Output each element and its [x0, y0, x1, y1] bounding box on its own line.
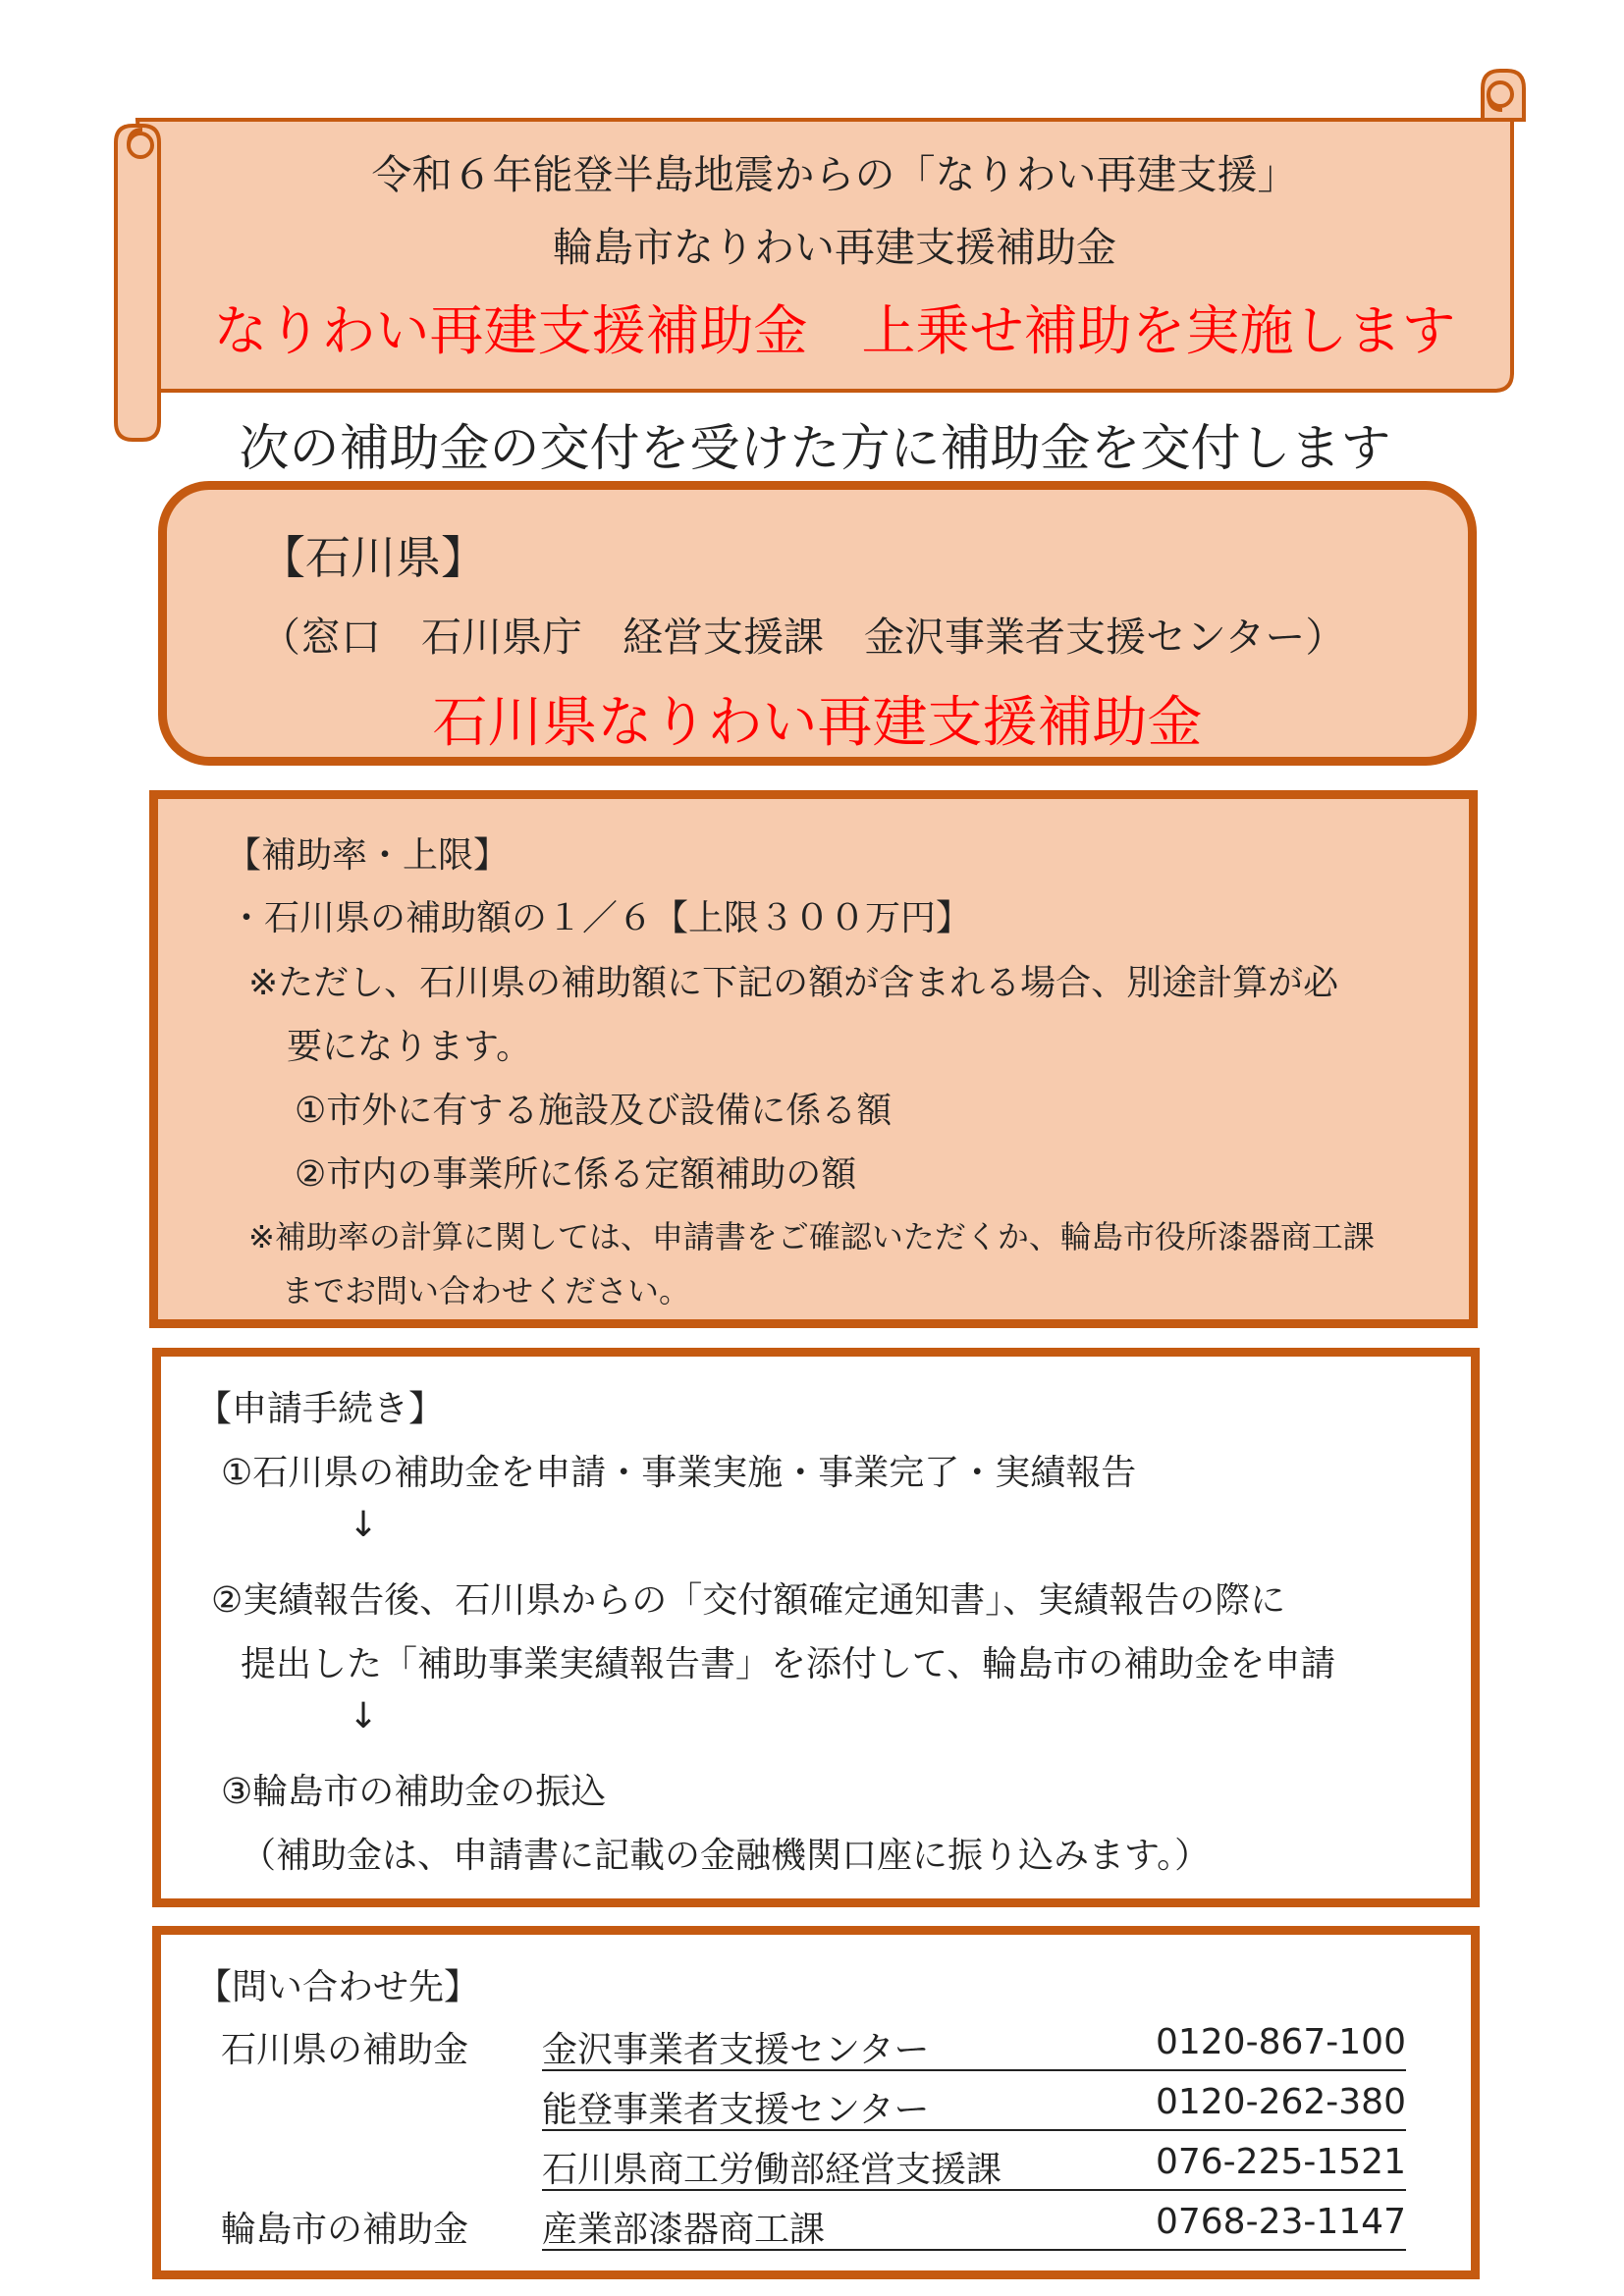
contact-group-label: 輪島市の補助金 [221, 2210, 469, 2250]
contact-phone[interactable]: 076-225-1521 [1155, 2142, 1406, 2182]
procedure-step2-line2: 提出した「補助事業実績報告書」を添付して、輪島市の補助金を申請 [241, 1644, 1336, 1684]
procedure-arrow-2: ↓ [349, 1696, 379, 1736]
banner-headline: なりわい再建支援補助金 上乗せ補助を実施します [213, 299, 1456, 362]
procedure-step1: ①石川県の補助金を申請・事業実施・事業完了・実績報告 [221, 1453, 1137, 1493]
contact-phone[interactable]: 0768-23-1147 [1155, 2202, 1406, 2242]
contact-heading: 【問い合わせ先】 [196, 1967, 480, 2007]
contact-row-underline [542, 2069, 1406, 2071]
rate-main: ・石川県の補助額の１／６【上限３００万円】 [229, 898, 972, 938]
procedure-step2-line1: ②実績報告後、石川県からの「交付額確定通知書」、実績報告の際に [211, 1580, 1286, 1621]
banner-title-line1: 令和６年能登半島地震からの「なりわい再建支援」 [371, 151, 1298, 198]
contact-row-underline [542, 2129, 1406, 2131]
rate-item2: ②市内の事業所に係る定額補助の額 [295, 1154, 857, 1195]
procedure-heading: 【申請手続き】 [196, 1389, 445, 1429]
rate-heading: 【補助率・上限】 [226, 835, 510, 876]
contact-office: 産業部漆器商工課 [542, 2210, 826, 2250]
contact-row-underline [542, 2189, 1406, 2191]
banner-title-line2: 輪島市なりわい再建支援補助金 [553, 224, 1116, 271]
procedure-box [152, 1348, 1480, 1907]
rate-remark-line1: ※補助率の計算に関しては、申請書をご確認いただくか、輪島市役所漆器商工課 [248, 1218, 1375, 1255]
procedure-arrow-1: ↓ [349, 1505, 379, 1545]
contact-office: 能登事業者支援センター [542, 2090, 930, 2130]
rate-item1: ①市外に有する施設及び設備に係る額 [295, 1091, 893, 1131]
contact-phone[interactable]: 0120-867-100 [1155, 2022, 1406, 2062]
intro-text: 次の補助金の交付を受けた方に補助金を交付します [239, 420, 1391, 478]
procedure-step3-note: （補助金は、申請書に記載の金融機関口座に振り込みます。） [241, 1836, 1211, 1876]
contact-office: 石川県商工労働部経営支援課 [542, 2150, 1002, 2190]
prefecture-window: （窓口 石川県庁 経営支援課 金沢事業者支援センター） [260, 614, 1346, 661]
contact-row-underline [542, 2249, 1406, 2251]
prefecture-subsidy-name: 石川県なりわい再建支援補助金 [432, 691, 1203, 755]
rate-note-line1: ※ただし、石川県の補助額に下記の額が含まれる場合、別途計算が必 [248, 963, 1339, 1003]
rate-remark-line2: までお問い合わせください。 [282, 1272, 691, 1309]
contact-office: 金沢事業者支援センター [542, 2030, 930, 2070]
procedure-step3: ③輪島市の補助金の振込 [221, 1772, 607, 1812]
contact-phone[interactable]: 0120-262-380 [1155, 2082, 1406, 2122]
prefecture-title: 【石川県】 [260, 531, 486, 584]
contact-group-label: 石川県の補助金 [221, 2030, 469, 2070]
rate-note-line2: 要になります。 [287, 1027, 532, 1067]
